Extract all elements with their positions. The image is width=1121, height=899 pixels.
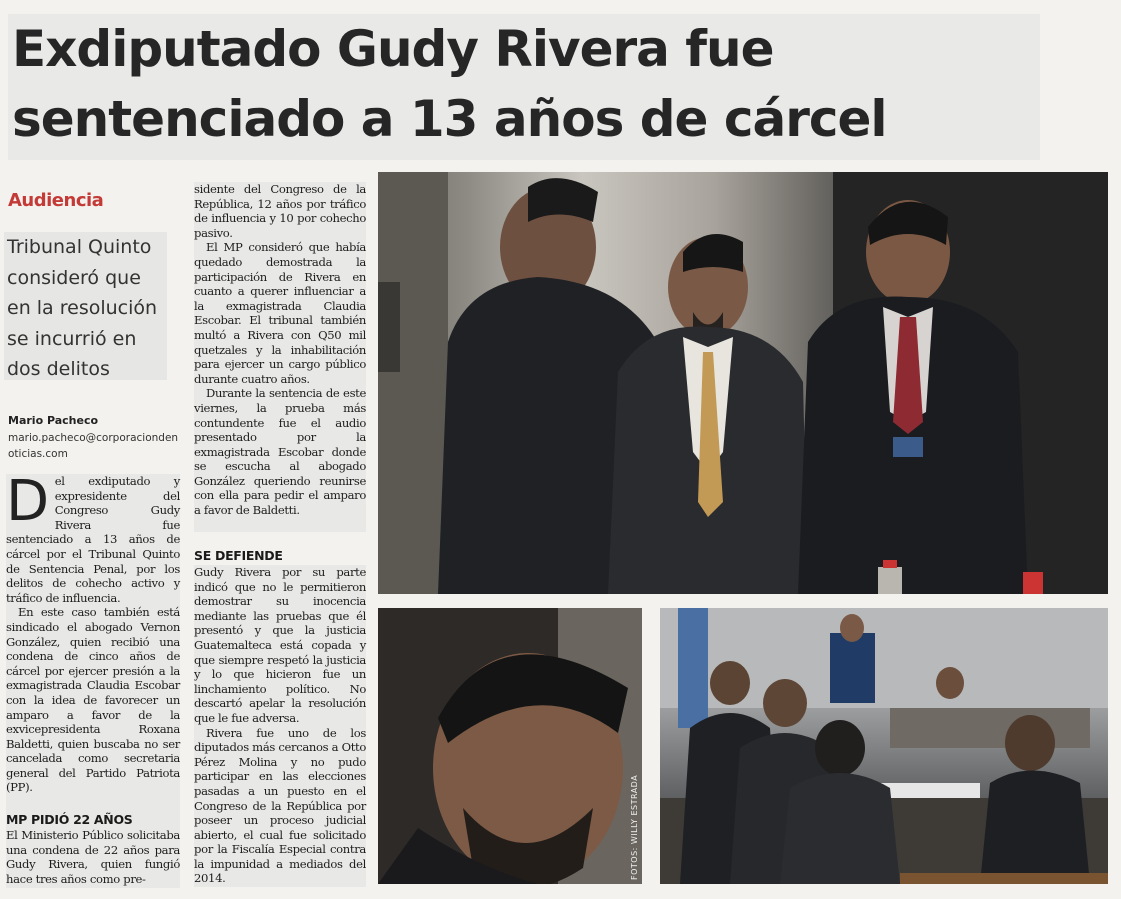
paragraph: el exdiputado y expresidente del Congreso Gudy Rivera fue sentenciado a 13 años de cárcel por el Tribunal Quinto de Sentencia Penal, por los delitos de cohecho activo y tráfico de influencia. xyxy=(6,474,180,605)
paragraph: El MP consideró que había quedado demostrada la participación de Rivera en cuanto a querer influenciar a la exmagistrada Claudia Escobar. El tribunal también multó a Rivera con Q50 mil quetzales y la inhabilitación para ejercer un cargo público durante cuatro años. xyxy=(194,240,366,386)
article-column-1-cont xyxy=(6,828,180,888)
drop-cap: D xyxy=(6,469,49,534)
kicker: Tribunal Quinto consideró que en la resolución se incurrió en dos delitos xyxy=(4,232,167,380)
author-email: mario.pacheco@corporaciondenoticias.com xyxy=(8,432,179,460)
paragraph: En este caso también está sindicado el abogado Vernon González, quien recibió una condena de cinco años de cárcel por ejercer presión a la exmagistrada Claudia Escobar con la idea de favorecer un amparo a favor de la exvicepresidenta Roxana Baldetti, quien buscaba no ser cancelada como secretaria general del Partido Patriota (PP). xyxy=(6,605,180,795)
article-column-2-cont xyxy=(194,565,366,887)
photo-three-men xyxy=(378,172,1108,594)
photo-courtroom xyxy=(660,608,1108,884)
photo-gudy-rivera-closeup xyxy=(378,608,642,884)
paragraph: Durante la sentencia de este viernes, la prueba más contundente fue el audio presentado por la exmagistrada Escobar donde se escucha al abogado González queriendo reunirse con ella para pedir el amparo a favor de Baldetti. xyxy=(194,386,366,518)
subhead-defiende: SE DEFIENDE xyxy=(194,548,283,563)
section-tag: Audiencia xyxy=(8,190,104,211)
author-name: Mario Pacheco xyxy=(8,414,99,427)
photo-closeup-illustration xyxy=(378,608,642,884)
paragraph: Gudy Rivera por su parte indicó que no le permitieron demostrar su inocencia mediante las pruebas que él presentó y que la justicia Guatemalteca está copada y que siempre respetó la justicia y lo que hicieron fue un linchamiento político. No descartó apelar la resolución que le fue adversa. xyxy=(194,565,366,725)
photo-three-men-illustration xyxy=(378,172,1108,594)
subhead-mp: MP PIDIÓ 22 AÑOS xyxy=(6,812,133,827)
paragraph: sidente del Congreso de la República, 12 años por tráfico de influencia y 10 por cohecho pasivo. xyxy=(194,182,366,240)
article-column-2 xyxy=(194,182,366,532)
photo-credit: FOTOS: WILLY ESTRADA xyxy=(630,774,639,880)
photo-courtroom-illustration xyxy=(660,608,1108,884)
headline xyxy=(8,14,1040,160)
headline-line-1: Exdiputado Gudy Rivera fue xyxy=(12,20,774,78)
headline-line-2: sentenciado a 13 años de cárcel xyxy=(12,90,887,148)
paragraph: Rivera fue uno de los diputados más cercanos a Otto Pérez Molina y no pudo participar en las elecciones pasadas a un puesto en el Congreso de la República por poseer un proceso judicial abierto, el cual fue solicitado por la Fiscalía Especial contra la impunidad a mediados del 2014. xyxy=(194,725,366,886)
article-column-1 xyxy=(6,469,180,842)
paragraph: El Ministerio Público solicitaba una condena de 22 años para Gudy Rivera, quien fungió hace tres años como pre- xyxy=(6,828,180,886)
